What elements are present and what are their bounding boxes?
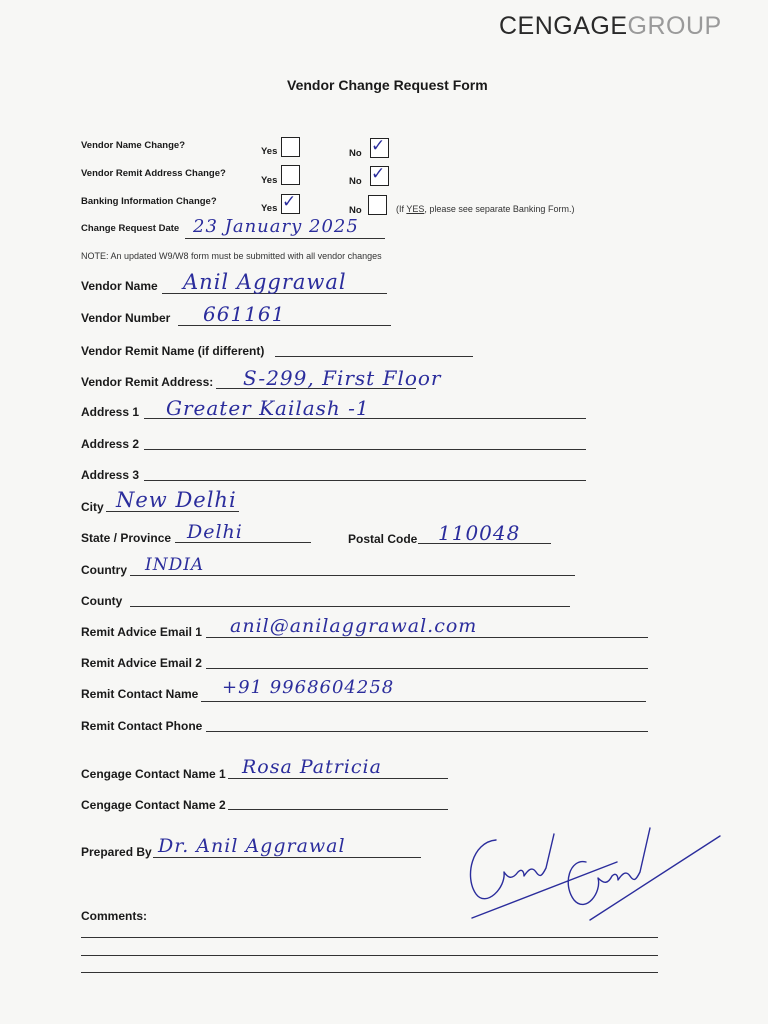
remit-contact-name-value[interactable]: +91 9968604258 xyxy=(222,677,395,698)
comments-line-1 xyxy=(81,937,658,938)
vendor-name-change-no-label: No xyxy=(349,148,362,159)
vendor-number-label: Vendor Number xyxy=(81,311,171,325)
banking-info-change-label: Banking Information Change? xyxy=(81,196,217,207)
change-request-date-label: Change Request Date xyxy=(81,223,180,234)
comments-line-3 xyxy=(81,972,658,973)
remit-contact-name-line xyxy=(201,701,646,702)
banking-info-change-yes-label: Yes xyxy=(261,203,278,214)
signature-stroke-1 xyxy=(470,834,554,899)
banking-info-change-no-label: No xyxy=(349,205,362,216)
city-label: City xyxy=(81,500,104,514)
banking-note-yes: YES xyxy=(406,204,425,214)
vendor-remit-address-change-yes-checkbox[interactable] xyxy=(281,165,300,185)
remit-contact-phone-label: Remit Contact Phone xyxy=(81,719,203,733)
change-request-date-value[interactable]: 23 January 2025 xyxy=(193,216,359,237)
cengage-group-logo xyxy=(499,12,722,41)
country-label: Country xyxy=(81,563,127,577)
vendor-remit-address-change-no-label: No xyxy=(349,176,362,187)
remit-advice-email2-label: Remit Advice Email 2 xyxy=(81,656,202,670)
logo-part-cengage: CENGAGE xyxy=(499,12,628,40)
cengage-contact2-label: Cengage Contact Name 2 xyxy=(81,798,226,812)
county-label: County xyxy=(81,594,123,608)
vendor-name-change-yes-checkbox[interactable] xyxy=(281,137,300,157)
w9-note: NOTE: An updated W9/W8 form must be submitted with all vendor changes xyxy=(81,251,382,261)
remit-advice-email1-line xyxy=(206,637,648,638)
cengage-contact1-line xyxy=(228,778,448,779)
address3-line xyxy=(144,480,586,481)
cengage-contact1-value[interactable]: Rosa Patricia xyxy=(242,756,382,778)
vendor-name-change-label: Vendor Name Change? xyxy=(81,140,185,151)
vendor-number-value[interactable]: 661161 xyxy=(203,302,286,326)
vendor-remit-address-change-no-check-icon: ✓ xyxy=(371,164,386,184)
county-line xyxy=(130,606,570,607)
banking-form-note xyxy=(396,204,574,214)
vendor-remit-name-line xyxy=(275,356,473,357)
vendor-remit-name-label: Vendor Remit Name (if different) xyxy=(81,344,265,358)
country-value[interactable]: INDIA xyxy=(145,555,205,575)
prepared-by-line xyxy=(153,857,421,858)
vendor-name-value[interactable]: Anil Aggrawal xyxy=(183,270,347,294)
city-value[interactable]: New Delhi xyxy=(116,488,237,512)
prepared-by-label: Prepared By xyxy=(81,845,152,859)
address1-label: Address 1 xyxy=(81,405,140,419)
address1-value[interactable]: Greater Kailash -1 xyxy=(166,396,370,420)
cengage-contact1-label: Cengage Contact Name 1 xyxy=(81,767,226,781)
vendor-remit-address-change-yes-label: Yes xyxy=(261,175,278,186)
remit-contact-name-label: Remit Contact Name xyxy=(81,687,199,701)
remit-advice-email1-value[interactable]: anil@anilaggrawal.com xyxy=(230,615,478,637)
vendor-name-change-no-check-icon: ✓ xyxy=(371,136,386,156)
postal-code-label: Postal Code xyxy=(348,532,418,546)
form-title: Vendor Change Request Form xyxy=(287,77,488,93)
address2-line xyxy=(144,449,586,450)
vendor-name-change-yes-label: Yes xyxy=(261,146,278,157)
handwritten-signature xyxy=(462,822,724,922)
address2-label: Address 2 xyxy=(81,437,140,451)
change-request-date-line xyxy=(185,238,385,239)
banking-info-change-yes-check-icon: ✓ xyxy=(282,192,297,212)
vendor-remit-address-label: Vendor Remit Address: xyxy=(81,375,214,389)
vendor-name-label: Vendor Name xyxy=(81,279,158,293)
comments-line-2 xyxy=(81,955,658,956)
remit-advice-email1-label: Remit Advice Email 1 xyxy=(81,625,202,639)
remit-advice-email2-line xyxy=(206,668,648,669)
vendor-remit-address-value[interactable]: S-299, First Floor xyxy=(243,366,442,390)
remit-contact-phone-line xyxy=(206,731,648,732)
banking-info-change-no-checkbox[interactable] xyxy=(368,195,387,215)
prepared-by-value[interactable]: Dr. Anil Aggrawal xyxy=(158,835,346,857)
address3-label: Address 3 xyxy=(81,468,140,482)
banking-note-pre: (If xyxy=(396,204,407,214)
signature-stroke-3 xyxy=(568,828,650,904)
logo-part-group: GROUP xyxy=(627,12,722,40)
banking-note-post: , please see separate Banking Form.) xyxy=(424,204,575,214)
comments-label: Comments: xyxy=(81,909,148,923)
signature-stroke-4 xyxy=(590,836,720,920)
postal-code-value[interactable]: 110048 xyxy=(438,521,521,545)
state-province-value[interactable]: Delhi xyxy=(187,521,243,543)
cengage-contact2-line xyxy=(228,809,448,810)
state-province-label: State / Province xyxy=(81,531,172,545)
vendor-remit-address-change-label: Vendor Remit Address Change? xyxy=(81,168,226,179)
country-line xyxy=(130,575,575,576)
